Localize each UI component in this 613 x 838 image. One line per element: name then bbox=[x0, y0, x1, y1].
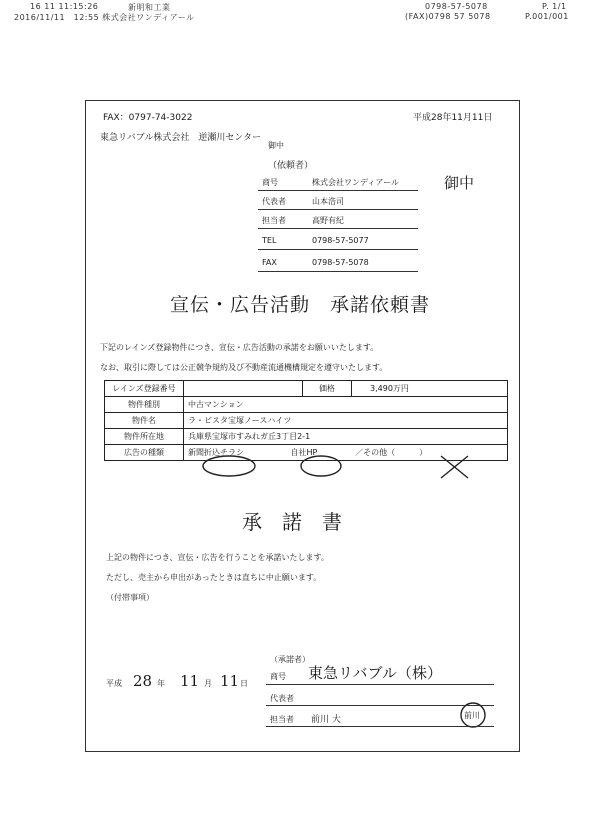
approver-rep-label: 代表者 bbox=[270, 694, 294, 703]
requester-fax: 0798-57-5078 bbox=[312, 258, 369, 267]
fax-header-fax-line: (FAX)0798 57 5078 bbox=[405, 12, 491, 21]
name-value: ラ・ビスタ宝塚ノースハイツ bbox=[184, 413, 508, 429]
approver-underline bbox=[266, 705, 494, 706]
approver-seal: 前川 bbox=[464, 711, 480, 720]
approval-date-month-unit: 月 bbox=[204, 679, 212, 688]
fax-header-date-line: 2016/11/11 12:55 株式会社ワンディアール bbox=[14, 13, 195, 22]
approval-date-era: 平成 bbox=[106, 679, 122, 688]
requester-company: 株式会社ワンディアール bbox=[312, 178, 399, 187]
approval-line-1: 上記の物件につき、宣伝・広告を行うことを承諾いたします。 bbox=[106, 553, 329, 562]
fax-header-timestamp: 16 11 11:15:26 bbox=[30, 2, 99, 11]
approver-label: （承諾者） bbox=[270, 655, 310, 664]
requester-label: （依頼者） bbox=[268, 161, 314, 171]
recipient-suffix: 御中 bbox=[268, 141, 284, 150]
approval-date-year-unit: 年 bbox=[157, 679, 165, 688]
reins-label: レインズ登録番号 bbox=[105, 381, 184, 397]
fax-header-page-code: P.001/001 bbox=[525, 12, 569, 21]
requester-label-staff: 担当者 bbox=[262, 216, 286, 225]
approver-company-label: 商号 bbox=[270, 672, 286, 681]
document-title: 宣伝・広告活動 承諾依頼書 bbox=[170, 294, 431, 316]
type-label: 物件種別 bbox=[105, 397, 184, 413]
approver-staff-label: 担当者 bbox=[270, 715, 294, 724]
requester-tel: 0798-57-5077 bbox=[312, 236, 369, 245]
price-value: 3,490万円 bbox=[352, 381, 508, 397]
fax-number: FAX：0797-74-3022 bbox=[103, 113, 193, 123]
requester-representative: 山本浩司 bbox=[312, 197, 344, 206]
price-label: 価格 bbox=[303, 381, 352, 397]
approval-date-month: 11 bbox=[180, 672, 200, 690]
requester-staff: 高野有紀 bbox=[312, 216, 344, 225]
intro-line-1: 下記のレインズ登録物件につき、宣伝・広告活動の承諾をお願いいたします。 bbox=[100, 343, 379, 352]
media-other: ／その他（ ） bbox=[355, 448, 428, 457]
approver-staff: 前川 大 bbox=[311, 715, 341, 725]
requester-label-company: 商号 bbox=[262, 178, 278, 187]
approval-title: 承 諾 書 bbox=[242, 510, 342, 534]
requester-label-fax: FAX bbox=[262, 258, 277, 267]
intro-line-2: なお、取引に際しては公正競争規約及び不動産流通機構規定を遵守いたします。 bbox=[100, 363, 388, 372]
type-value: 中古マンション bbox=[184, 397, 508, 413]
approval-date-day: 11 bbox=[220, 672, 240, 690]
recipient-name: 東急リバブル株式会社 逆瀬川センター bbox=[100, 133, 262, 143]
address-label: 物件所在地 bbox=[105, 429, 184, 445]
approval-date-day-unit: 日 bbox=[240, 679, 248, 688]
media-newspaper: 新聞折込チラシ bbox=[188, 448, 244, 457]
conditions-label: （付帯事項） bbox=[106, 593, 154, 602]
approver-underline bbox=[266, 684, 494, 685]
media-hp: 自社HP bbox=[290, 448, 318, 457]
approval-date-year: 28 bbox=[133, 672, 153, 690]
name-label: 物件名 bbox=[105, 413, 184, 429]
fax-header-page: P. 1/1 bbox=[542, 2, 567, 11]
requester-label-representative: 代表者 bbox=[262, 197, 286, 206]
document-date: 平成28年11月11日 bbox=[413, 113, 493, 123]
newspaper-circle-mark bbox=[203, 456, 255, 476]
hp-circle-mark bbox=[301, 456, 341, 476]
requester-handwritten-seal: 御中 bbox=[444, 174, 475, 192]
media-label: 広告の種類 bbox=[105, 445, 184, 461]
requester-label-tel: TEL bbox=[262, 236, 277, 245]
fax-header-number: 0798-57-5078 bbox=[425, 2, 488, 11]
approver-company: 東急リバブル（株） bbox=[308, 664, 442, 682]
approver-underline bbox=[266, 726, 494, 727]
fax-header-sender: 新明和工業 bbox=[128, 3, 171, 12]
address-value: 兵庫県宝塚市すみれガ丘3丁目2-1 bbox=[184, 429, 508, 445]
approval-line-2: ただし、売主から申出があったときは直ちに中止願います。 bbox=[106, 573, 322, 582]
